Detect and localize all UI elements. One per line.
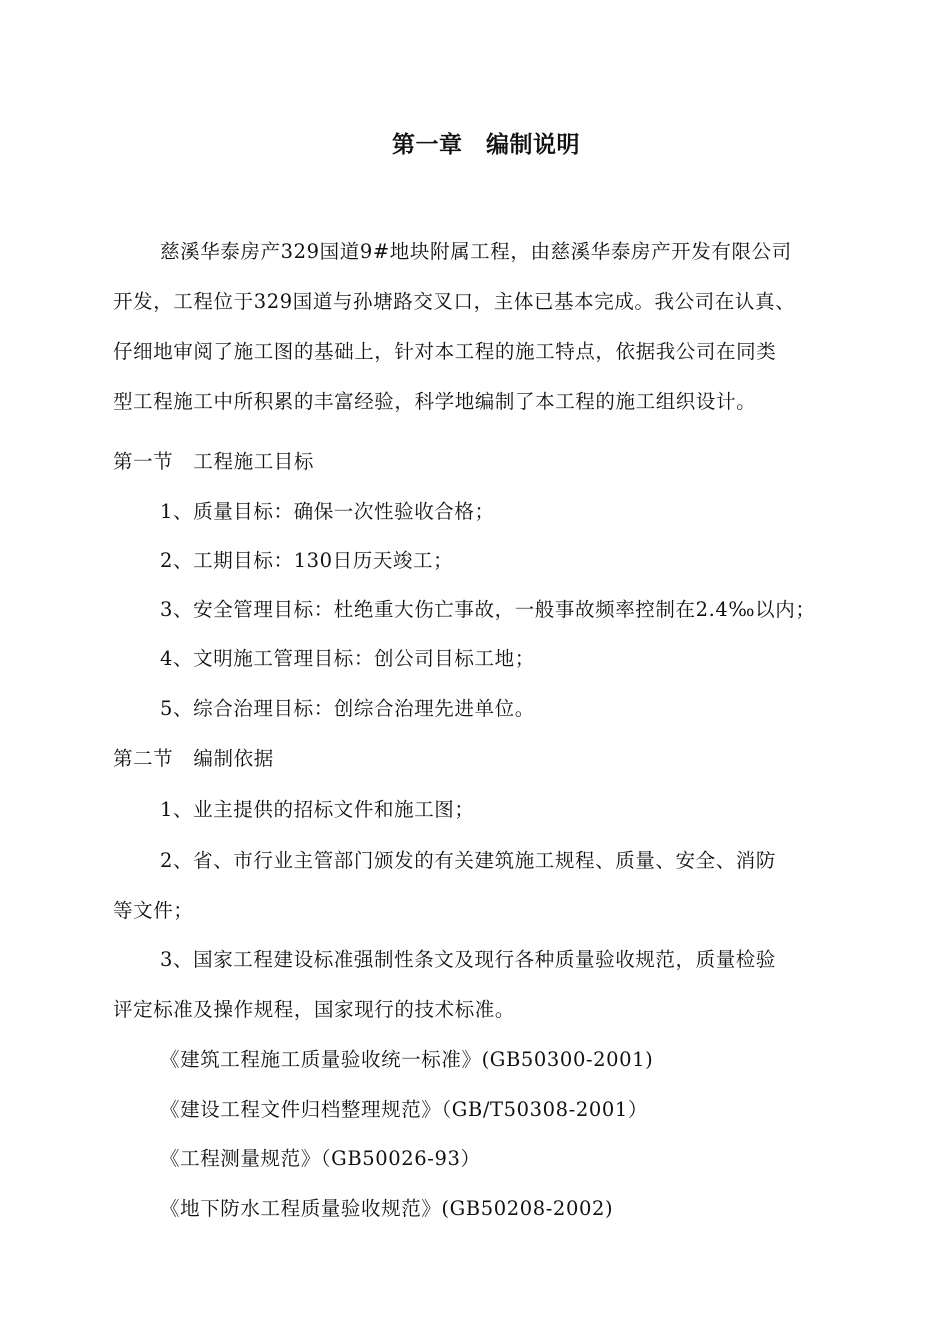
goal-item-quality: 1、质量目标：确保一次性验收合格； <box>160 500 495 523</box>
intro-line-2: 开发，工程位于329国道与孙塘路交叉口，主体已基本完成。我公司在认真、 <box>113 290 796 313</box>
goal-item-schedule: 2、工期目标：130日历天竣工； <box>160 549 454 572</box>
basis-item-2-line-2: 等文件； <box>113 899 194 922</box>
standard-item: 《建设工程文件归档整理规范》（GB/T50308-2001） <box>160 1098 648 1121</box>
section-heading-goals: 第一节 工程施工目标 <box>113 450 315 473</box>
standard-item: 《地下防水工程质量验收规范》(GB50208-2002) <box>160 1197 614 1220</box>
goal-item-governance: 5、综合治理目标：创综合治理先进单位。 <box>160 697 535 720</box>
standard-item: 《工程测量规范》（GB50026-93） <box>160 1147 481 1170</box>
basis-item-3-line-1: 3、国家工程建设标准强制性条文及现行各种质量验收规范，质量检验 <box>160 948 777 971</box>
chapter-title: 第一章 编制说明 <box>392 131 580 158</box>
intro-line-4: 型工程施工中所积累的丰富经验，科学地编制了本工程的施工组织设计。 <box>113 390 757 413</box>
basis-item-1: 1、业主提供的招标文件和施工图； <box>160 798 475 821</box>
basis-item-2-line-1: 2、省、市行业主管部门颁发的有关建筑施工规程、质量、安全、消防 <box>160 849 777 872</box>
basis-item-3-line-2: 评定标准及操作规程，国家现行的技术标准。 <box>113 998 516 1021</box>
intro-line-1: 慈溪华泰房产329国道9#地块附属工程，由慈溪华泰房产开发有限公司 <box>160 240 792 263</box>
standard-item: 《建筑工程施工质量验收统一标准》(GB50300-2001) <box>160 1048 654 1071</box>
goal-item-civilized: 4、文明施工管理目标：创公司目标工地； <box>160 647 535 670</box>
goal-item-safety: 3、安全管理目标：杜绝重大伤亡事故，一般事故频率控制在2.4‰以内； <box>160 598 816 621</box>
section-heading-basis: 第二节 编制依据 <box>113 747 274 770</box>
intro-line-3: 仔细地审阅了施工图的基础上，针对本工程的施工特点，依据我公司在同类 <box>113 340 777 363</box>
